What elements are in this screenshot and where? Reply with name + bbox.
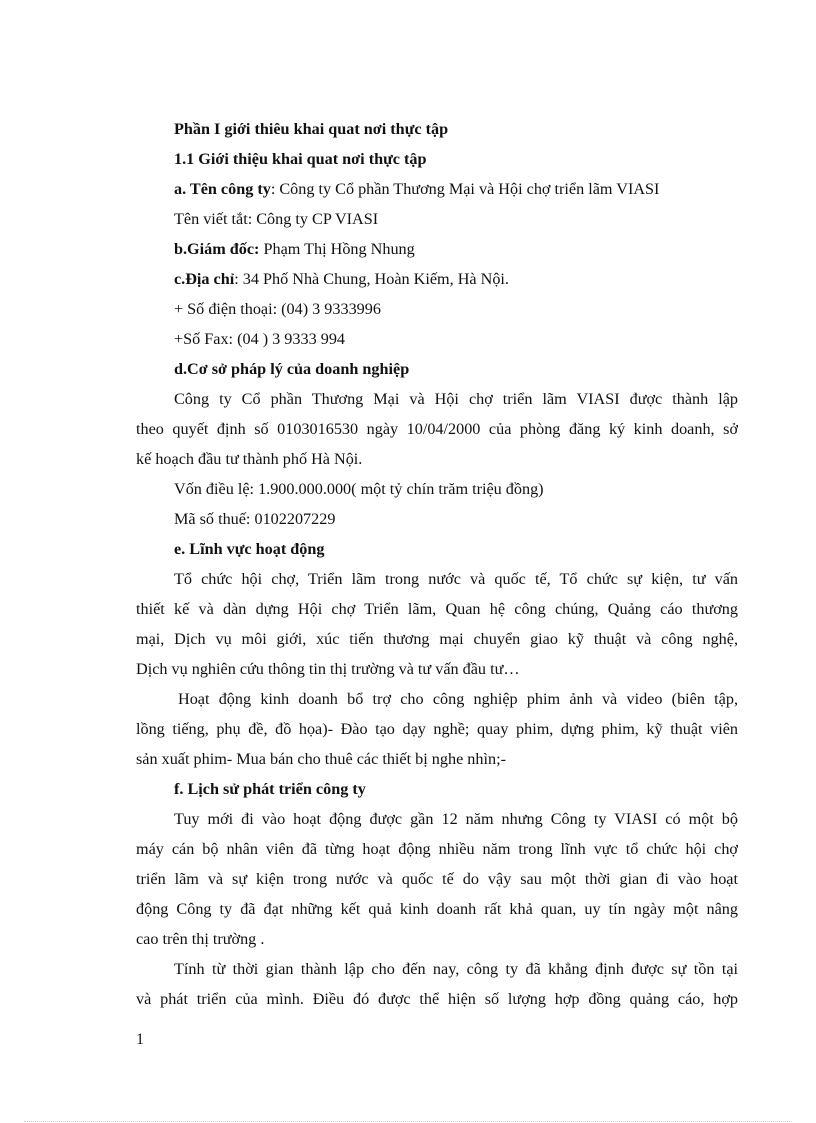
history-paragraph-line: máy cán bộ nhân viên đã từng hoạt động nhiều năm trong lĩnh vực tổ chức hội chợ	[136, 840, 738, 858]
address-label: c.Địa chỉ	[174, 270, 235, 288]
director-label: b.Giám đốc:	[174, 240, 260, 258]
history-paragraph-line: triển lãm và sự kiện trong nước và quốc tế do vậy sau một thời gian đi vào hoạt	[136, 870, 738, 888]
page-content	[136, 114, 738, 1014]
subsection-heading: 1.1 Giới thiệu khai quat nơi thực tập	[174, 150, 427, 168]
legal-paragraph-line: kế hoạch đầu tư thành phố Hà Nội.	[136, 450, 363, 468]
director-value: Phạm Thị Hồng Nhung	[259, 240, 415, 258]
tax-code-line: Mã số thuế: 0102207229	[174, 510, 336, 528]
support-activities-line: sản xuất phim- Mua bán cho thuê các thiết bị nghe nhìn;-	[136, 750, 506, 768]
company-name-label: a. Tên công ty	[174, 180, 271, 198]
legal-paragraph-line: theo quyết định số 0103016530 ngày 10/04/2000 của phòng đăng ký kinh doanh, sở	[136, 420, 738, 438]
history-paragraph-line: Tính từ thời gian thành lập cho đến nay, công ty đã khẳng định được sự tồn tại	[174, 960, 738, 978]
phone-line: + Số điện thoại: (04) 3 9333996	[174, 300, 381, 318]
business-fields-heading: e. Lĩnh vực hoạt động	[174, 540, 325, 558]
history-paragraph-line: động Công ty đã đạt những kết quả kinh doanh rất khả quan, uy tín ngày một nâng	[136, 900, 738, 918]
legal-basis-heading: d.Cơ sở pháp lý của doanh nghiệp	[174, 360, 410, 378]
fax-line: +Số Fax: (04 ) 3 9333 994	[174, 330, 346, 348]
history-paragraph-line: Tuy mới đi vào hoạt động được gần 12 năm nhưng Công ty VIASI có một bộ	[174, 810, 738, 828]
business-fields-line: Tổ chức hội chợ, Triển lãm trong nước và quốc tế, Tổ chức sự kiện, tư vấn	[174, 570, 738, 588]
business-fields-line: Dịch vụ nghiên cứu thông tin thị trường và tư vấn đầu tư…	[136, 660, 520, 678]
support-activities-line: lồng tiếng, phụ đề, đồ họa)- Đào tạo dạy nghề; quay phim, dựng phim, kỹ thuật viên	[136, 720, 738, 738]
company-short-name: Tên viết tắt: Công ty CP VIASI	[174, 210, 379, 228]
history-paragraph-line: cao trên thị trường .	[136, 930, 265, 948]
page-number: 1	[136, 1031, 144, 1048]
support-activities-line: Hoạt động kinh doanh bổ trợ cho công nghiệp phim ảnh và video (biên tập,	[178, 690, 738, 708]
company-name-line	[136, 174, 738, 204]
business-fields-line: mại, Dịch vụ môi giới, xúc tiến thương mại chuyển giao kỹ thuật và công nghệ,	[136, 630, 738, 648]
history-paragraph-line: và phát triển của mình. Điều đó được thể hiện số lượng hợp đồng quảng cáo, hợp	[136, 990, 738, 1008]
company-name-value: : Công ty Cổ phần Thương Mại và Hội chợ triển lãm VIASI	[270, 180, 660, 198]
history-heading: f. Lịch sử phát triển công ty	[174, 780, 366, 798]
address-line	[136, 264, 738, 294]
section-heading: Phần I giới thiêu khai quat nơi thực tập	[174, 120, 449, 138]
legal-paragraph-line: Công ty Cổ phần Thương Mại và Hội chợ triển lãm VIASI được thành lập	[174, 390, 738, 408]
address-value: : 34 Phố Nhà Chung, Hoàn Kiếm, Hà Nội.	[234, 270, 509, 288]
director-line	[136, 234, 738, 264]
business-fields-line: thiết kế và dàn dựng Hội chợ Triển lãm, Quan hệ công chúng, Quảng cáo thương	[136, 600, 738, 618]
page-bottom-divider	[24, 1121, 792, 1122]
charter-capital-line: Vốn điều lệ: 1.900.000.000( một tỷ chín trăm triệu đồng)	[174, 480, 544, 498]
